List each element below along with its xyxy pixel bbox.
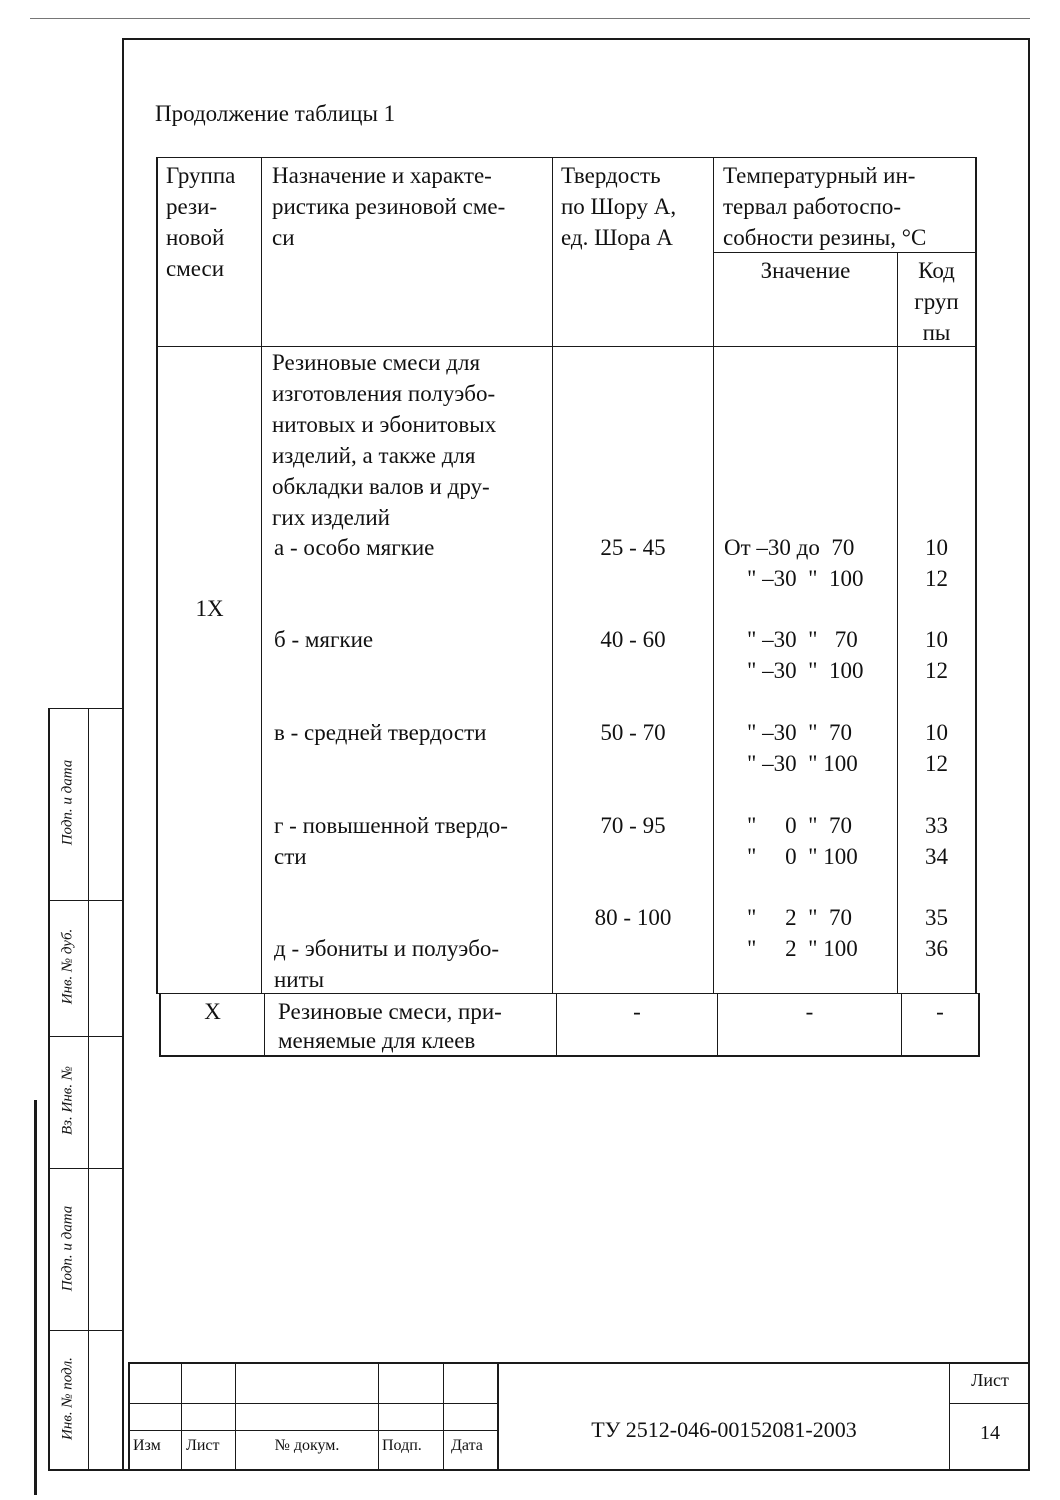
row-v-code-2: 12 [925,751,948,776]
row-v-purpose: в - средней твердости [274,720,487,745]
row-g-value-2: " 0 " 100 [747,844,858,869]
header-hardness: Твердость по Шору А, ед. Шора А [561,163,677,250]
row-a-purpose: а - особо мягкие [274,535,435,560]
row-b-code-2: 12 [925,658,948,683]
group-x-purpose: Резиновые смеси, при- меняемые для клеев [278,999,502,1053]
frame-top [122,38,1030,40]
title-col-date: Дата [451,1437,483,1454]
group-1x-intro: Резиновые смеси для изготовления полуэбо- нитовых и эбонитовых изделий, а также для обкладки валов и дру- гих изделий [272,350,497,530]
row-a-value-1: От –30 до 70 [724,535,855,560]
row-v-hardness: 50 - 70 [600,720,666,745]
header-group: Группа рези- новой смеси [166,163,236,281]
row-g-purpose-2: сти [274,844,307,869]
header-temp-value: Значение [760,258,851,283]
side-label-podp-data-2: Подп. и дата [59,1205,76,1292]
row-g-code-2: 34 [925,844,948,869]
side-label-vz-inv: Вз. Инв. № [59,1066,76,1135]
row-g-value-1: " 0 " 70 [747,813,853,838]
title-col-list: Лист [186,1437,220,1454]
group-code-x: Х [204,999,221,1024]
side-label-podp-data-1: Подп. и дата [59,759,76,846]
sheet-label: Лист [971,1370,1009,1390]
frame-right [1028,38,1030,1470]
row-a-code-2: 12 [925,566,948,591]
row-a-value-2: " –30 " 100 [747,566,864,591]
row-b-hardness: 40 - 60 [600,627,666,652]
side-label-inv-dub: Инв. № дуб. [59,928,76,1005]
row-g-code-1: 33 [925,813,948,838]
side-label-inv-podl: Инв. № подл. [59,1357,76,1440]
table-caption: Продолжение таблицы 1 [155,101,396,126]
row-d-hardness: 80 - 100 [594,905,672,930]
frame-left [122,38,124,1470]
row-d-code-2: 36 [925,936,948,961]
header-temp-interval: Температурный ин- тервал работоспо- собности резины, °С [723,163,927,250]
row-b-value-1: " –30 " 70 [747,627,858,652]
row-v-value-2: " –30 " 100 [747,751,858,776]
row-g-purpose-1: г - повышенной твердо- [274,813,508,838]
row-d-code-1: 35 [925,905,948,930]
row-d-purpose-1: д - эбониты и полуэбо- [274,936,500,961]
group-x-value: - [805,999,814,1024]
row-v-code-1: 10 [925,720,948,745]
header-purpose: Назначение и характе- ристика резиновой сме- си [272,163,506,250]
row-a-code-1: 10 [925,535,948,560]
group-x-code: - [936,999,944,1024]
row-b-code-1: 10 [925,627,948,652]
row-b-purpose: б - мягкие [274,627,374,652]
title-col-signature: Подп. [382,1437,422,1454]
row-d-purpose-2: ниты [274,967,325,992]
row-d-value-1: " 2 " 70 [747,905,853,930]
row-d-value-2: " 2 " 100 [747,936,858,961]
row-b-value-2: " –30 " 100 [747,658,864,683]
row-v-value-1: " –30 " 70 [747,720,853,745]
title-col-izm: Изм [133,1437,161,1454]
document-code: ТУ 2512-046-00152081-2003 [591,1417,857,1442]
page-edge-line [30,18,1030,19]
sheet-number: 14 [980,1422,1000,1444]
row-a-hardness: 25 - 45 [600,535,666,560]
header-temp-code: Код груп пы [914,258,959,345]
row-g-hardness: 70 - 95 [600,813,666,838]
title-col-doc-number: № докум. [274,1437,340,1454]
group-x-hardness: - [633,999,641,1024]
group-code-1x: 1Х [195,596,224,621]
frame-bottom [48,1469,1030,1471]
